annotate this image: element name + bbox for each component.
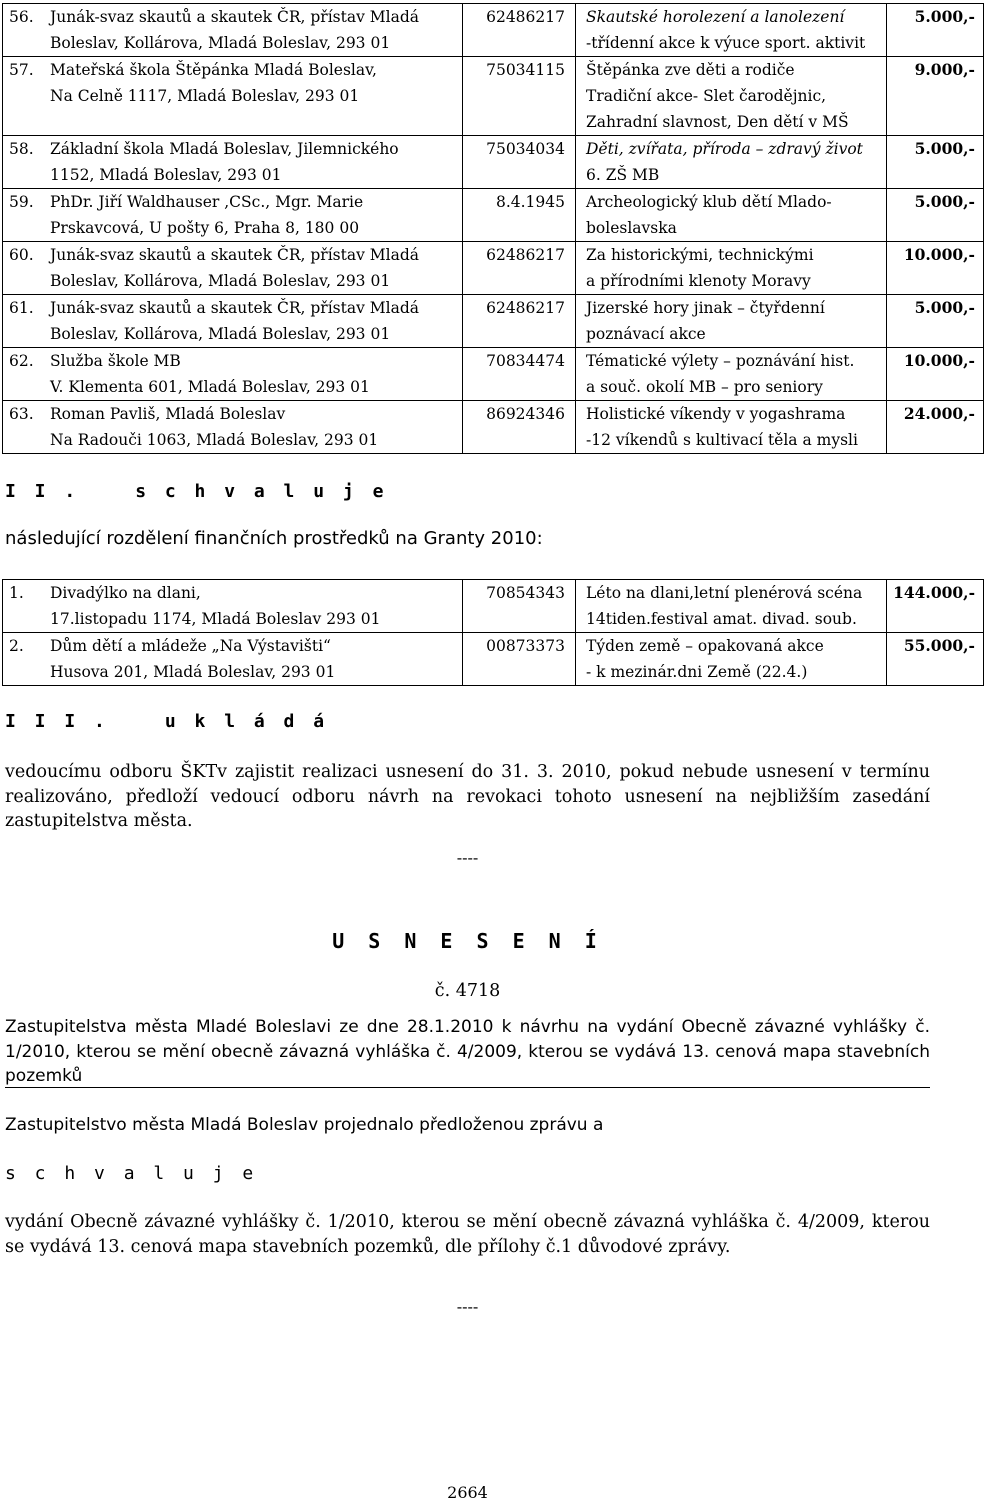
grant-row: [3, 633, 984, 686]
resolution-title: U S N E S E N Í: [332, 929, 603, 953]
section-2-heading: [5, 481, 387, 502]
activity-line: Jizerské hory jinak – čtyřdenní: [586, 299, 825, 317]
row-number: 62.: [3, 348, 51, 401]
activity-cell: [576, 401, 887, 454]
activity-cell: [576, 633, 887, 686]
activity-line: - k mezinár.dni Země (22.4.): [586, 663, 808, 681]
row-number: 63.: [3, 401, 51, 454]
activity-line: a přírodními klenoty Moravy: [586, 272, 811, 290]
recipient-cell: [50, 136, 463, 189]
section-2-text: následující rozdělení finančních prostředků na Granty 2010:: [5, 528, 543, 549]
row-number: 1.: [3, 580, 51, 633]
grant-row: [3, 136, 984, 189]
ico-cell: 75034034: [463, 136, 576, 189]
separator-2: ----: [456, 1297, 479, 1316]
recipient-line: Základní škola Mladá Boleslav, Jilemnického: [50, 140, 399, 158]
recipient-cell: [50, 348, 463, 401]
activity-line: -12 víkendů s kultivací těla a mysli: [586, 431, 858, 449]
activity-line: Zahradní slavnost, Den dětí v MŠ: [586, 113, 849, 131]
activity-line: Léto na dlani,letní plenérová scéna: [586, 584, 863, 602]
recipient-cell: [50, 580, 463, 633]
activity-line: boleslavska: [586, 219, 677, 237]
activity-line: Archeologický klub dětí Mlado-: [586, 193, 832, 211]
ico-cell: 8.4.1945: [463, 189, 576, 242]
row-number: 58.: [3, 136, 51, 189]
recipient-cell: [50, 633, 463, 686]
ico-cell: 62486217: [463, 242, 576, 295]
activity-line: Děti, zvířata, příroda – zdravý život: [586, 140, 863, 158]
activity-cell: [576, 295, 887, 348]
activity-line: Skautské horolezení a lanolezení: [586, 8, 845, 26]
recipient-cell: [50, 401, 463, 454]
row-number: 59.: [3, 189, 51, 242]
ico-cell: 86924346: [463, 401, 576, 454]
recipient-cell: [50, 189, 463, 242]
recipient-line: Boleslav, Kollárova, Mladá Boleslav, 293 01: [50, 272, 391, 290]
activity-line: Za historickými, technickými: [586, 246, 814, 264]
resolution-verb: s c h v a l u j e: [5, 1163, 258, 1184]
grants-table-2: [2, 579, 984, 686]
recipient-line: V. Klementa 601, Mladá Boleslav, 293 01: [50, 378, 370, 396]
grant-row: [3, 57, 984, 136]
section-3-verb: u k l á d á: [164, 711, 329, 732]
ico-cell: 62486217: [463, 295, 576, 348]
amount-cell: 9.000,-: [887, 57, 984, 136]
recipient-cell: [50, 242, 463, 295]
amount-cell: 55.000,-: [887, 633, 984, 686]
recipient-line: 1152, Mladá Boleslav, 293 01: [50, 166, 282, 184]
recipient-line: Roman Pavliš, Mladá Boleslav: [50, 405, 286, 423]
resolution-intro: Zastupitelstva města Mladé Boleslavi ze dne 28.1.2010 k návrhu na vydání Obecně závazné vyhlášky č. 1/2010, kterou se mění obecně závazná vyhláška č. 4/2009, kterou se vydává 13. cenová mapa stavebních pozemků: [5, 1017, 930, 1086]
activity-cell: [576, 189, 887, 242]
recipient-line: Husova 201, Mladá Boleslav, 293 01: [50, 663, 336, 681]
recipient-line: Služba škole MB: [50, 352, 181, 370]
grant-row: [3, 4, 984, 57]
ico-cell: 00873373: [463, 633, 576, 686]
recipient-line: 17.listopadu 1174, Mladá Boleslav 293 01: [50, 610, 381, 628]
activity-line: Štěpánka zve děti a rodiče: [586, 61, 795, 79]
row-number: 57.: [3, 57, 51, 136]
recipient-cell: [50, 4, 463, 57]
row-number: 60.: [3, 242, 51, 295]
separator-1: ----: [456, 848, 479, 867]
grant-row: [3, 348, 984, 401]
recipient-cell: [50, 57, 463, 136]
recipient-line: Junák-svaz skautů a skautek ČR, přístav Mladá: [50, 8, 420, 26]
amount-cell: 5.000,-: [887, 189, 984, 242]
activity-line: a souč. okolí MB – pro seniory: [586, 378, 823, 396]
grant-row: [3, 580, 984, 633]
recipient-line: Prskavcová, U pošty 6, Praha 8, 180 00: [50, 219, 360, 237]
activity-cell: [576, 57, 887, 136]
activity-line: 14tiden.festival amat. divad. soub.: [586, 610, 857, 628]
activity-cell: [576, 136, 887, 189]
recipient-line: Boleslav, Kollárova, Mladá Boleslav, 293 01: [50, 325, 391, 343]
resolution-number: č. 4718: [434, 981, 501, 1001]
recipient-line: Na Radouči 1063, Mladá Boleslav, 293 01: [50, 431, 379, 449]
grant-row: [3, 401, 984, 454]
activity-cell: [576, 4, 887, 57]
activity-cell: [576, 242, 887, 295]
recipient-line: Boleslav, Kollárova, Mladá Boleslav, 293 01: [50, 34, 391, 52]
row-number: 2.: [3, 633, 51, 686]
resolution-approved: vydání Obecně závazné vyhlášky č. 1/2010, kterou se mění obecně závazná vyhláška č. 4/2009, kterou se vydává 13. cenová mapa stavebních pozemků, dle přílohy č.1 důvodové zprávy.: [5, 1212, 930, 1257]
ico-cell: 62486217: [463, 4, 576, 57]
activity-line: Holistické víkendy v yogashrama: [586, 405, 846, 423]
ico-cell: 75034115: [463, 57, 576, 136]
ico-cell: 70834474: [463, 348, 576, 401]
section-2-numeral: I I .: [5, 481, 80, 502]
recipient-line: Mateřská škola Štěpánka Mladá Boleslav,: [50, 61, 377, 79]
row-number: 61.: [3, 295, 51, 348]
row-number: 56.: [3, 4, 51, 57]
intro-underline: [5, 1087, 930, 1088]
activity-line: -třídenní akce k výuce sport. aktivit: [586, 34, 866, 52]
activity-line: Tématické výlety – poznávání hist.: [586, 352, 855, 370]
resolution-discussed: Zastupitelstvo města Mladá Boleslav projednalo předloženou zprávu a: [5, 1115, 604, 1135]
recipient-line: PhDr. Jiří Waldhauser ,CSc., Mgr. Marie: [50, 193, 364, 211]
amount-cell: 144.000,-: [887, 580, 984, 633]
activity-line: 6. ZŠ MB: [586, 166, 660, 184]
amount-cell: 5.000,-: [887, 136, 984, 189]
amount-cell: 10.000,-: [887, 348, 984, 401]
amount-cell: 5.000,-: [887, 4, 984, 57]
activity-line: Týden země – opakovaná akce: [586, 637, 824, 655]
recipient-line: Na Celně 1117, Mladá Boleslav, 293 01: [50, 87, 360, 105]
section-3-text: vedoucímu odboru ŠKTv zajistit realizaci usnesení do 31. 3. 2010, pokud nebude usnesení v termínu realizováno, předloží vedoucí odboru návrh na revokaci tohoto usnesení na nejbližším zasedání zastupitelstva města.: [5, 762, 930, 831]
amount-cell: 5.000,-: [887, 295, 984, 348]
activity-cell: [576, 580, 887, 633]
amount-cell: 10.000,-: [887, 242, 984, 295]
ico-cell: 70854343: [463, 580, 576, 633]
recipient-line: Dům dětí a mládeže „Na Výstavišti“: [50, 637, 331, 655]
grant-row: [3, 295, 984, 348]
activity-cell: [576, 348, 887, 401]
grants-table-1: [2, 3, 984, 454]
activity-line: Tradiční akce- Slet čarodějnic,: [586, 87, 827, 105]
page-number: 2664: [447, 1483, 488, 1502]
recipient-cell: [50, 295, 463, 348]
section-3-heading: [5, 711, 328, 732]
activity-line: poznávací akce: [586, 325, 706, 343]
grant-row: [3, 189, 984, 242]
section-3-numeral: I I I .: [5, 711, 109, 732]
grant-row: [3, 242, 984, 295]
recipient-line: Divadýlko na dlani,: [50, 584, 201, 602]
amount-cell: 24.000,-: [887, 401, 984, 454]
section-2-verb: s c h v a l u j e: [135, 481, 388, 502]
recipient-line: Junák-svaz skautů a skautek ČR, přístav Mladá: [50, 299, 420, 317]
recipient-line: Junák-svaz skautů a skautek ČR, přístav Mladá: [50, 246, 420, 264]
